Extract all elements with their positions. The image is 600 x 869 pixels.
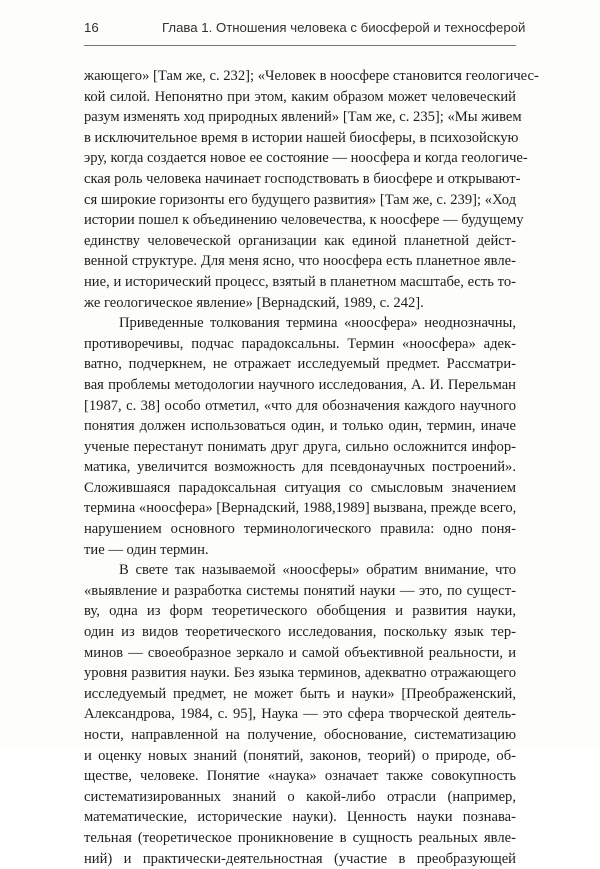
body-text <box>84 66 539 869</box>
text-line: тельная (теоретическое проникновение в сущность реальных явле- <box>84 829 516 846</box>
running-header <box>84 14 526 40</box>
text-line: [1987, с. 38] особо отметил, «что для обозначения каждого научного <box>84 397 516 414</box>
text-line: вая проблемы методологии научного исследования, А. И. Перельман <box>84 376 516 393</box>
text-line: математические, исторические науки). Ценность науки познава- <box>84 809 516 826</box>
header-rule <box>84 45 516 46</box>
text-line: кой силой. Непонятно при этом, каким образом может человеческий <box>84 88 516 105</box>
text-line: ществе, человеке. Понятие «наука» означает также совокупность <box>84 768 516 785</box>
text-line: нарушением основного терминологического правила: одно поня- <box>84 521 516 538</box>
text-line: термина «ноосфера» [Вернадский, 1988,1989] вызвана, прежде всего, <box>84 500 517 517</box>
text-line: тие — один термин. <box>84 541 209 558</box>
text-line: ская роль человека начинает господствовать в биосфере и открывают- <box>84 170 521 187</box>
text-line: Сложившаяся парадоксальная ситуация со смысловым значением <box>84 479 516 496</box>
text-line: понятия должен использоваться один, и только один, термин, иначе <box>84 418 516 435</box>
text-line: истории пошел к объединению человечества, к ноосфере — будущему <box>84 212 524 229</box>
text-line: матика, увеличится возможность для псевдонаучных построений». <box>84 459 516 476</box>
text-line: эру, когда создается новое ее состояние — ноосфера и когда геологиче- <box>84 150 528 167</box>
text-line: в исключительное время в истории нашей биосферы, в психозойскую <box>84 129 519 146</box>
text-line: венной структуре. Для меня ясно, что ноосфера есть планетное явле- <box>84 253 516 270</box>
text-line: ся широкие горизонты его будущего развития» [Там же, с. 239]; «Ход <box>84 191 516 208</box>
text-line: Александрова, 1984, с. 95], Наука — это сфера творческой деятель- <box>84 706 516 723</box>
text-line: «выявление и разработка системы понятий науки — это, по сущест- <box>84 582 516 599</box>
text-line: и оценку новых знаний (понятий, законов, теорий) о природе, об- <box>84 747 516 764</box>
page-number: 16 <box>84 20 99 35</box>
text-line: ву, одна из форм теоретического обобщения и развития науки, <box>84 603 516 620</box>
text-line: противоречивы, подчас парадоксальны. Термин «ноосфера» адек- <box>84 335 516 352</box>
text-line: один из видов теоретического исследования, поскольку язык тер- <box>84 624 516 641</box>
paragraph-first-line: Приведенные толкования термина «ноосфера» неоднозначны, <box>119 315 516 332</box>
text-line: минов — своеобразное зеркало и самой объективной реальности, и <box>84 644 516 661</box>
paragraph-first-line: В свете так называемой «ноосферы» обратим внимание, что <box>119 562 516 579</box>
text-line: уровня развития науки. Без языка терминов, адекватно отражающего <box>84 665 516 682</box>
text-line: систематизированных знаний о какой-либо отрасли (например, <box>84 788 516 805</box>
chapter-title: Глава 1. Отношения человека с биосферой и техносферой <box>162 20 526 35</box>
text-line: исследуемый предмет, не может быть и науки» [Преображенский, <box>84 685 516 702</box>
text-line: разум изменять ход природных явлений» [Там же, с. 235]; «Мы живем <box>84 109 522 126</box>
text-line: ний) и практически-деятельностная (участие в преобразующей <box>84 850 516 867</box>
text-line: жающего» [Там же, с. 232]; «Человек в ноосфере становится геологичес- <box>84 68 539 84</box>
text-line: ученые перестанут понимать друг друга, сильно осложнится инфор- <box>84 438 516 455</box>
text-line: же геологическое явление» [Вернадский, 1989, с. 242]. <box>84 294 424 311</box>
text-line: ватно, подчеркнем, не отражает исследуемый предмет. Рассматри- <box>84 356 516 373</box>
text-line: ние, и исторический процесс, взятый в планетном масштабе, есть то- <box>84 273 516 290</box>
text-line: ности, направленной на получение, обоснование, систематизацию <box>84 727 516 743</box>
text-line: единству человеческой организации как единой планетной дейст- <box>84 232 516 249</box>
